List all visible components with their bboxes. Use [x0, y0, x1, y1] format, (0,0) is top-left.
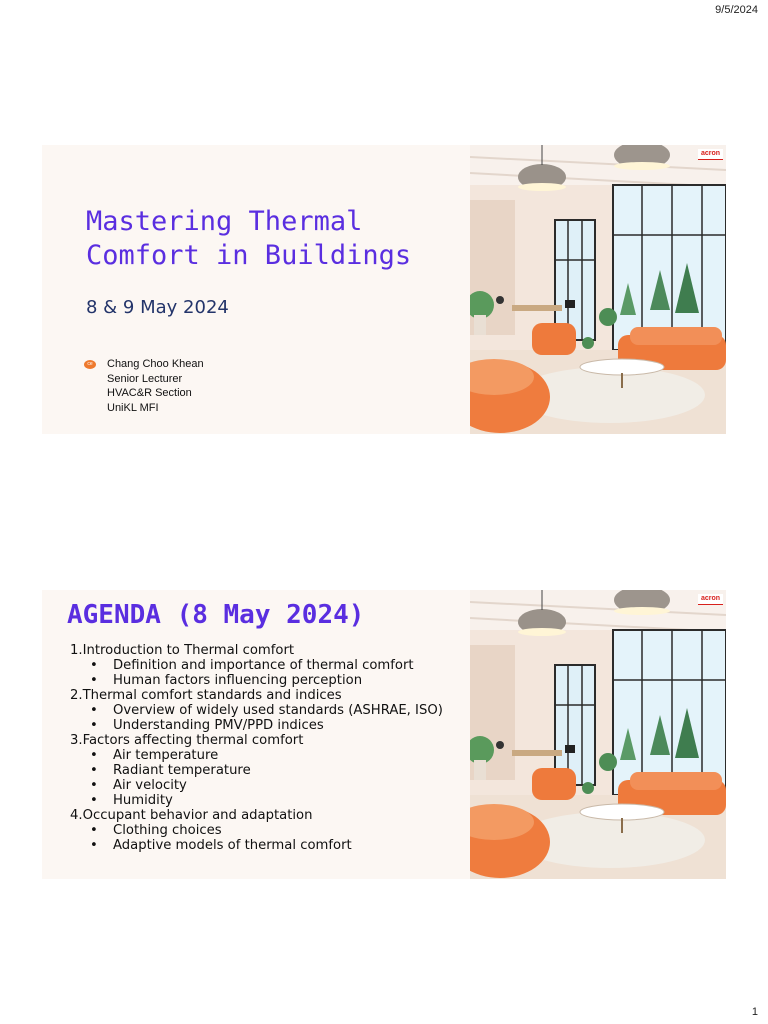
agenda-item-text: Overview of widely used standards (ASHRAE, ISO) [113, 703, 443, 718]
bullet-icon: • [90, 823, 98, 838]
bullet-icon: • [90, 793, 98, 808]
agenda-title: AGENDA (8 May 2024) [67, 600, 365, 630]
bullet-icon: • [90, 658, 98, 673]
agenda-section-1: 1.Introduction to Thermal comfort [70, 643, 295, 658]
agenda-item [70, 823, 443, 838]
agenda-item [70, 838, 443, 853]
agenda-item-text: Air velocity [113, 778, 187, 793]
slide-title [86, 205, 411, 273]
agenda-item-text: Human factors influencing perception [113, 673, 363, 688]
office-lounge-image [470, 590, 726, 879]
bullet-icon: • [90, 838, 98, 853]
presenter-name: Chang Choo Khean [107, 358, 204, 370]
agenda-item-text: Clothing choices [113, 823, 222, 838]
bullet-icon: • [90, 703, 98, 718]
agenda-item-text: Definition and importance of thermal comfort [113, 658, 414, 673]
slide-1 [42, 145, 726, 434]
agenda-item [70, 778, 443, 793]
agenda-item-text: Air temperature [113, 748, 219, 763]
agenda-item [70, 673, 443, 688]
slide-title-line-1: Mastering Thermal [86, 206, 363, 237]
agenda-item [70, 748, 443, 763]
agenda-list [70, 643, 443, 853]
slide-2 [42, 590, 726, 879]
agenda-item [70, 718, 443, 733]
presenter-section: HVAC&R Section [107, 387, 192, 399]
bullet-icon: • [90, 763, 98, 778]
agenda-section-3: 3.Factors affecting thermal comfort [70, 733, 304, 748]
agenda-item-text: Radiant temperature [113, 763, 251, 778]
agenda-item-text: Understanding PMV/PPD indices [113, 718, 324, 733]
agenda-item [70, 658, 443, 673]
bullet-icon: • [90, 673, 98, 688]
slide-title-line-2: Comfort in Buildings [86, 240, 412, 271]
presenter-role: Senior Lecturer [107, 372, 183, 385]
bullet-icon: • [90, 748, 98, 763]
agenda-section-4: 4.Occupant behavior and adaptation [70, 808, 313, 823]
agenda-item-text: Humidity [113, 793, 173, 808]
brand-logo: acron [698, 594, 723, 605]
bullet-icon: • [90, 778, 98, 793]
slide-subtitle: 8 & 9 May 2024 [86, 297, 229, 318]
agenda-item-text: Adaptive models of thermal comfort [113, 838, 352, 853]
presenter-logo-icon: ce [84, 360, 96, 369]
header-date: 9/5/2024 [715, 4, 758, 16]
office-lounge-image [470, 145, 726, 434]
agenda-item [70, 763, 443, 778]
bullet-icon: • [90, 718, 98, 733]
agenda-item [70, 793, 443, 808]
agenda-item [70, 703, 443, 718]
page-number: 1 [751, 1006, 758, 1018]
brand-logo: acron [698, 149, 723, 160]
agenda-section-2: 2.Thermal comfort standards and indices [70, 688, 342, 703]
presenter-institution: UniKL MFI [107, 401, 159, 414]
